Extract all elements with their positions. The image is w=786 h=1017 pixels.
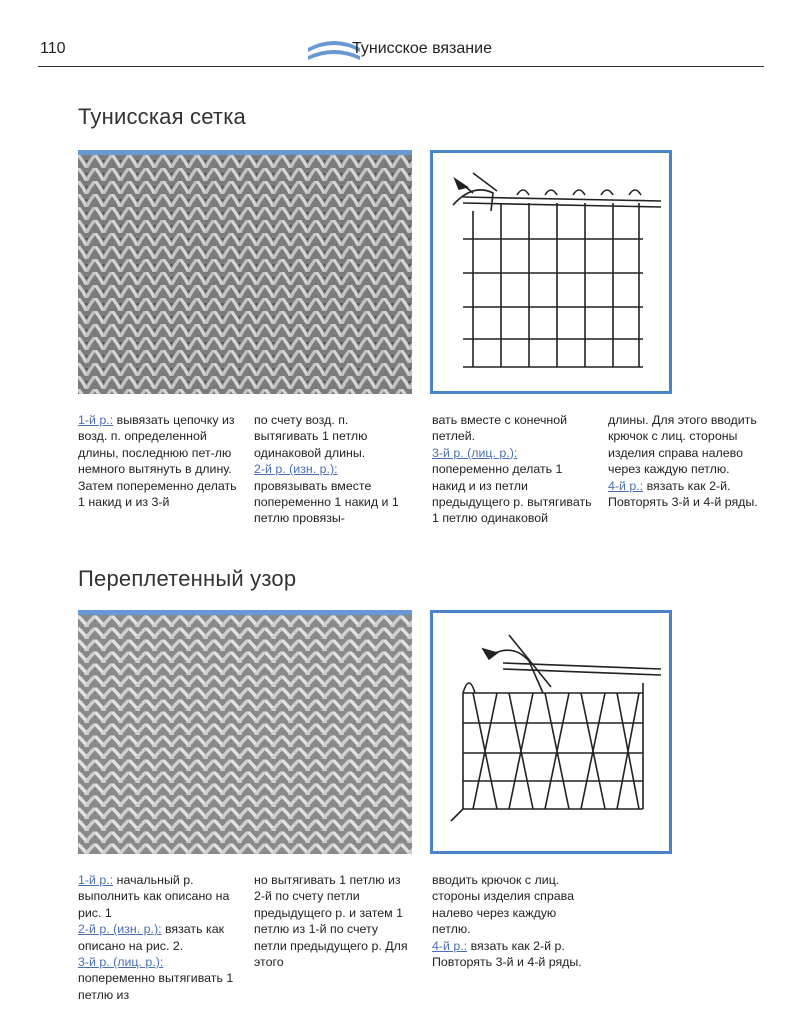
row-text: попеременно делать 1 накид и из петли предыдущего р. вытягивать 1 петлю одинаковой — [432, 462, 592, 526]
paragraph — [432, 445, 592, 527]
paragraph — [432, 872, 592, 938]
tunisian-mesh-stitch-diagram — [430, 150, 672, 394]
knit-sample-photo — [78, 150, 412, 394]
row-label: 2-й р. (изн. р.): — [78, 922, 162, 937]
row-text: попеременно вытягивать 1 петлю из — [78, 971, 234, 1002]
section-title-interwoven-pattern: Переплетенный узор — [78, 566, 297, 591]
row-text: вязать как 2-й р. Повторять 3-й и 4-й ряды. — [432, 938, 582, 970]
text-column — [78, 872, 238, 1003]
row-text: вать вместе с конечной петлей. — [432, 413, 568, 444]
row-label: 3-й р. (лиц. р.): — [78, 955, 164, 970]
chapter-title: Тунисское вязание — [352, 40, 492, 57]
paragraph — [432, 412, 592, 445]
paragraph — [254, 872, 414, 970]
paragraph — [432, 938, 592, 971]
row-text: вывязать цепочку из возд. п. определенной длины, последнюю пет-лю немного вытянуть в длину. Затем попеременно делать 1 накид и из 3-й — [78, 413, 237, 510]
page-header — [38, 32, 764, 68]
row-label: 2-й р. (изн. р.): — [254, 462, 338, 477]
stitch-diagram-icon — [433, 613, 669, 851]
paragraph — [78, 412, 238, 510]
row-text: по счету возд. п. вытягивать 1 петлю одинаковой длины. — [254, 413, 368, 460]
knit-texture-interwoven — [78, 615, 412, 854]
paragraph — [254, 412, 414, 461]
page-number: 110 — [40, 40, 66, 57]
row-label: 4-й р.: — [432, 938, 468, 953]
paragraph — [78, 954, 238, 1003]
text-column — [432, 872, 592, 970]
row-text: вводить крючок с лиц. стороны изделия справа налево через каждую петлю. — [432, 873, 574, 937]
row-label: 1-й р.: — [78, 413, 114, 427]
text-column — [608, 412, 768, 510]
paragraph — [78, 921, 238, 954]
paragraph — [608, 478, 768, 511]
header-divider — [38, 66, 764, 67]
text-column — [254, 872, 414, 970]
row-text: провязывать вместе попеременно 1 накид и 1 петлю провязы- — [254, 478, 399, 526]
row-text: но вытягивать 1 петлю из 2-й по счету петли предыдущего р. и затем 1 петлю из 1-й по счету петли предыдущего р. Для этого — [254, 873, 408, 970]
row-label: 4-й р.: — [608, 478, 644, 493]
stitch-diagram-icon — [433, 153, 669, 391]
section-title-tunisian-mesh: Тунисская сетка — [78, 104, 246, 129]
interwoven-stitch-diagram — [430, 610, 672, 854]
paragraph — [608, 412, 768, 478]
row-label: 3-й р. (лиц. р.): — [432, 445, 518, 460]
row-text: вязать как 2-й. Повторять 3-й и 4-й ряды. — [608, 478, 758, 510]
text-column — [432, 412, 592, 527]
row-text: начальный р. выполнить как описано на рис. 1 — [78, 873, 230, 920]
paragraph — [254, 461, 414, 527]
row-label: 1-й р.: — [78, 873, 114, 887]
knit-texture-mesh — [78, 155, 412, 394]
paragraph — [78, 872, 238, 921]
row-text: вязать как описано на рис. 2. — [78, 922, 225, 953]
knit-sample-photo — [78, 610, 412, 854]
text-column — [78, 412, 238, 510]
row-text: длины. Для этого вводить крючок с лиц. стороны изделия справа налево через каждую петлю. — [608, 413, 757, 477]
text-column — [254, 412, 414, 527]
